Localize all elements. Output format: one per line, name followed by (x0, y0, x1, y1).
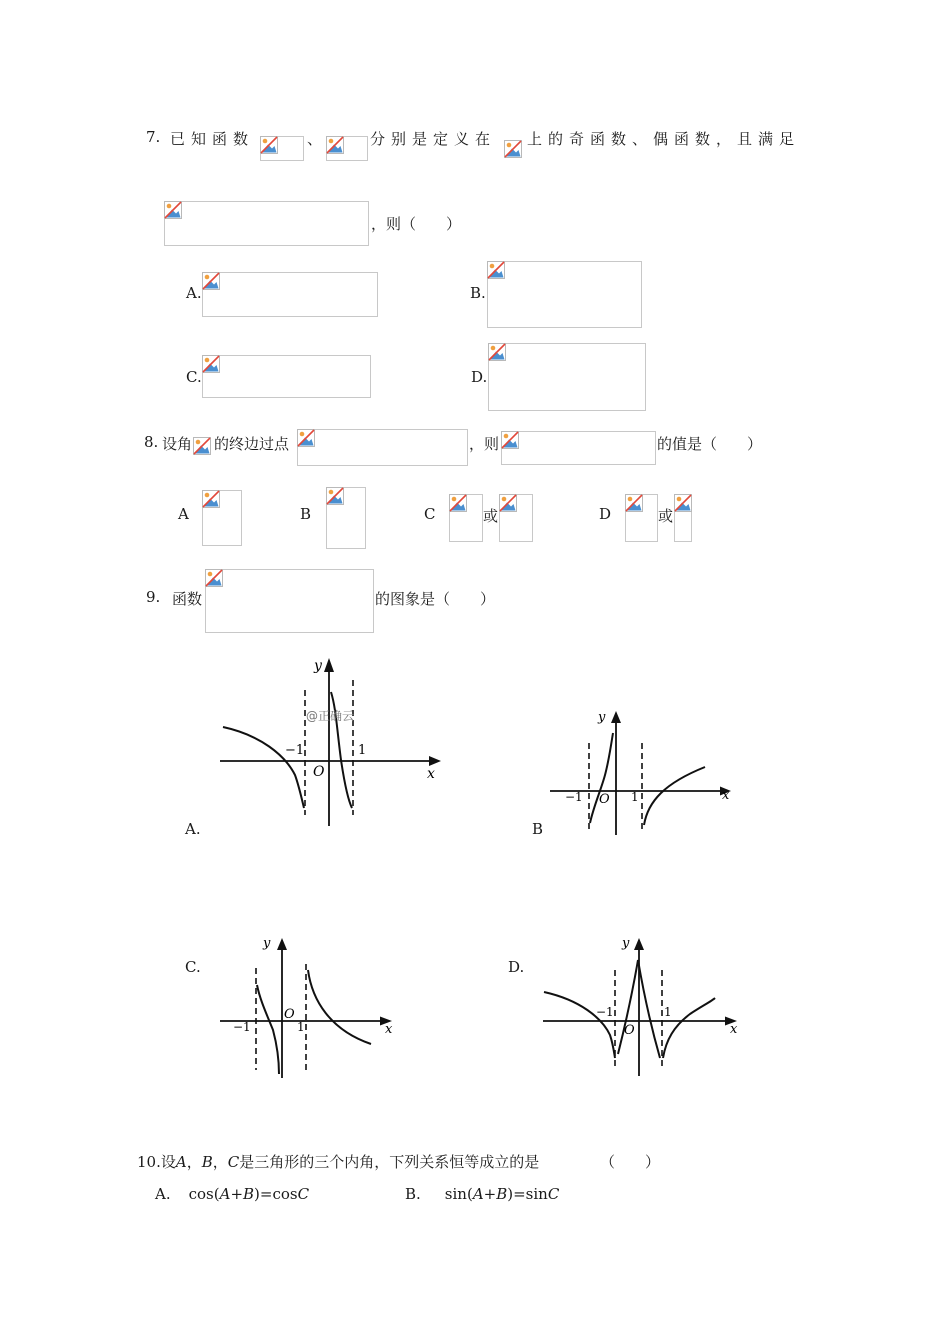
q7-text-cont: ，则（ ） (371, 215, 462, 233)
one-label: 1 (297, 1020, 305, 1034)
q10-option-a-var-b: B (243, 1185, 255, 1203)
q10-var-a: A (175, 1153, 187, 1171)
broken-image-icon (193, 437, 211, 455)
q8-option-c-image-2[interactable] (499, 494, 533, 542)
neg-one-label: −1 (596, 1005, 614, 1019)
q10-option-b-pre: sin( (444, 1185, 473, 1203)
broken-image-icon (488, 343, 506, 361)
broken-image-icon (625, 494, 643, 512)
curve-right (644, 767, 705, 825)
broken-image-icon (499, 494, 517, 512)
graph-b-svg (545, 705, 740, 837)
q8-text-1: 设角 (162, 435, 193, 453)
x-label: x (385, 1022, 393, 1037)
y-arrow-icon (277, 938, 287, 950)
q8-text-3: ，则 (469, 435, 500, 453)
broken-image-icon (202, 490, 220, 508)
q7-number: 7. (146, 128, 161, 146)
y-arrow-icon (611, 711, 621, 723)
q7-option-a-label: A. (186, 284, 202, 302)
q8-option-d-label: D (599, 505, 612, 523)
broken-image-icon (202, 355, 220, 373)
q10-option-a-var-a: A (219, 1185, 231, 1203)
q9-graph-c[interactable] (215, 930, 400, 1080)
q8-option-a-label: A (178, 505, 189, 523)
x-label: x (730, 1022, 738, 1037)
y-label: y (598, 710, 606, 725)
curve-left (223, 727, 304, 808)
q7-option-b-image[interactable] (487, 261, 642, 328)
x-label: x (722, 788, 730, 803)
q10-option-b[interactable] (405, 1185, 559, 1203)
q8-option-c-label: C (424, 505, 436, 523)
neg-one-label: −1 (565, 790, 583, 804)
broken-image-icon (674, 494, 692, 512)
q7-domain-image (505, 141, 524, 160)
q7-option-d-label: D. (471, 368, 488, 386)
q8-text-4: 的值是（ ） (657, 435, 763, 453)
q8-option-b-label: B (300, 505, 312, 523)
q8-number: 8. (144, 433, 159, 451)
y-label: y (314, 658, 322, 674)
q10-var-b: B (201, 1153, 213, 1171)
q8-option-d-image-2[interactable] (674, 494, 692, 542)
broken-image-icon (504, 140, 522, 158)
q7-option-b-label: B. (470, 284, 486, 302)
q10-option-b-var-b: B (496, 1185, 508, 1203)
origin-label: O (599, 792, 610, 807)
q9-graph-a[interactable] (215, 650, 445, 830)
graph-d-svg (540, 930, 745, 1080)
q10-option-b-label: B. (405, 1185, 421, 1203)
curve-right (308, 970, 371, 1044)
q10-option-a[interactable] (155, 1185, 309, 1203)
one-label: 1 (358, 743, 367, 758)
q9-option-c-label: C. (185, 958, 201, 976)
q10-option-b-var-c: C (547, 1185, 560, 1203)
q7-option-c-image[interactable] (202, 355, 371, 398)
q10-stem-post: 是三角形的三个内角，下列关系恒等成立的是 (239, 1153, 540, 1171)
q10-option-a-post: )=cos (254, 1185, 298, 1203)
q10-option-a-label: A. (155, 1185, 171, 1203)
q9-number: 9. (146, 588, 161, 606)
curve-left (544, 992, 615, 1058)
q10-option-b-var-a: A (472, 1185, 484, 1203)
q10-stem-pre: 设 (160, 1153, 176, 1171)
q8-option-d-or: 或 (658, 507, 674, 525)
y-label: y (263, 936, 271, 951)
q9-option-d-label: D. (508, 958, 525, 976)
x-label: x (427, 766, 435, 782)
q8-option-d-image-1[interactable] (625, 494, 658, 542)
graph-c-svg (215, 930, 400, 1080)
q10-option-b-post: )=sin (507, 1185, 548, 1203)
q9-graph-d[interactable] (540, 930, 745, 1080)
q10-number: 10. (137, 1153, 161, 1171)
origin-label: O (284, 1007, 295, 1022)
q7-function-g-image (326, 136, 368, 161)
neg-one-label: −1 (233, 1020, 251, 1034)
q7-condition-image (164, 201, 369, 246)
y-arrow-icon (324, 658, 334, 672)
q7-option-c-label: C. (186, 368, 202, 386)
q7-function-f-image (260, 136, 304, 161)
q8-point-image (297, 429, 468, 466)
one-label: 1 (631, 790, 639, 804)
origin-label: O (313, 764, 325, 780)
q9-text-2: 的图象是（ ） (375, 590, 496, 608)
q8-option-a-image[interactable] (202, 490, 242, 546)
y-label: y (622, 936, 630, 951)
q7-text-2: 分别是定义在 (370, 130, 497, 148)
broken-image-icon (487, 261, 505, 279)
q10-stem: 10.设A，B，C是三角形的三个内角，下列关系恒等成立的是 (137, 1153, 540, 1171)
broken-image-icon (501, 431, 519, 449)
q9-function-image (205, 569, 374, 633)
neg-one-label: −1 (285, 743, 305, 758)
broken-image-icon (297, 429, 315, 447)
q9-option-a-label: A. (185, 820, 201, 838)
q7-option-d-image[interactable] (488, 343, 646, 411)
q8-text-2: 的终边过点 (214, 435, 290, 453)
one-label: 1 (664, 1005, 672, 1019)
q7-option-a-image[interactable] (202, 272, 378, 317)
q9-option-b-label: B (532, 820, 544, 838)
broken-image-icon (205, 569, 223, 587)
q7-separator: 、 (307, 130, 323, 148)
q8-option-c-or: 或 (483, 507, 499, 525)
q8-expression-image (501, 431, 656, 465)
x-arrow-icon (429, 756, 441, 766)
broken-image-icon (326, 136, 344, 154)
q9-graph-b[interactable] (545, 705, 740, 837)
broken-image-icon (326, 487, 344, 505)
q7-text-1: 已知函数 (170, 130, 255, 148)
y-arrow-icon (634, 938, 644, 950)
q8-option-c-image-1[interactable] (449, 494, 483, 542)
q10-var-c: C (227, 1153, 240, 1171)
graph-a-svg (215, 650, 445, 830)
q8-angle-image (194, 438, 213, 457)
curve-middle (257, 985, 279, 1074)
watermark: @正确云 (306, 709, 355, 723)
broken-image-icon (260, 136, 278, 154)
broken-image-icon (449, 494, 467, 512)
broken-image-icon (202, 272, 220, 290)
q9-text-1: 函数 (172, 590, 203, 608)
q10-option-a-pre: cos( (188, 1185, 220, 1203)
q10-paren: （ ） (600, 1153, 661, 1171)
q10-option-a-plus: + (230, 1185, 244, 1203)
q7-text-3: 上的奇函数、偶函数，且满足 (527, 130, 801, 148)
broken-image-icon (164, 201, 182, 219)
q10-option-a-var-c: C (297, 1185, 310, 1203)
origin-label: O (624, 1023, 635, 1038)
q10-option-b-plus: + (483, 1185, 497, 1203)
q8-option-b-image[interactable] (326, 487, 366, 549)
curve-middle (590, 733, 613, 823)
